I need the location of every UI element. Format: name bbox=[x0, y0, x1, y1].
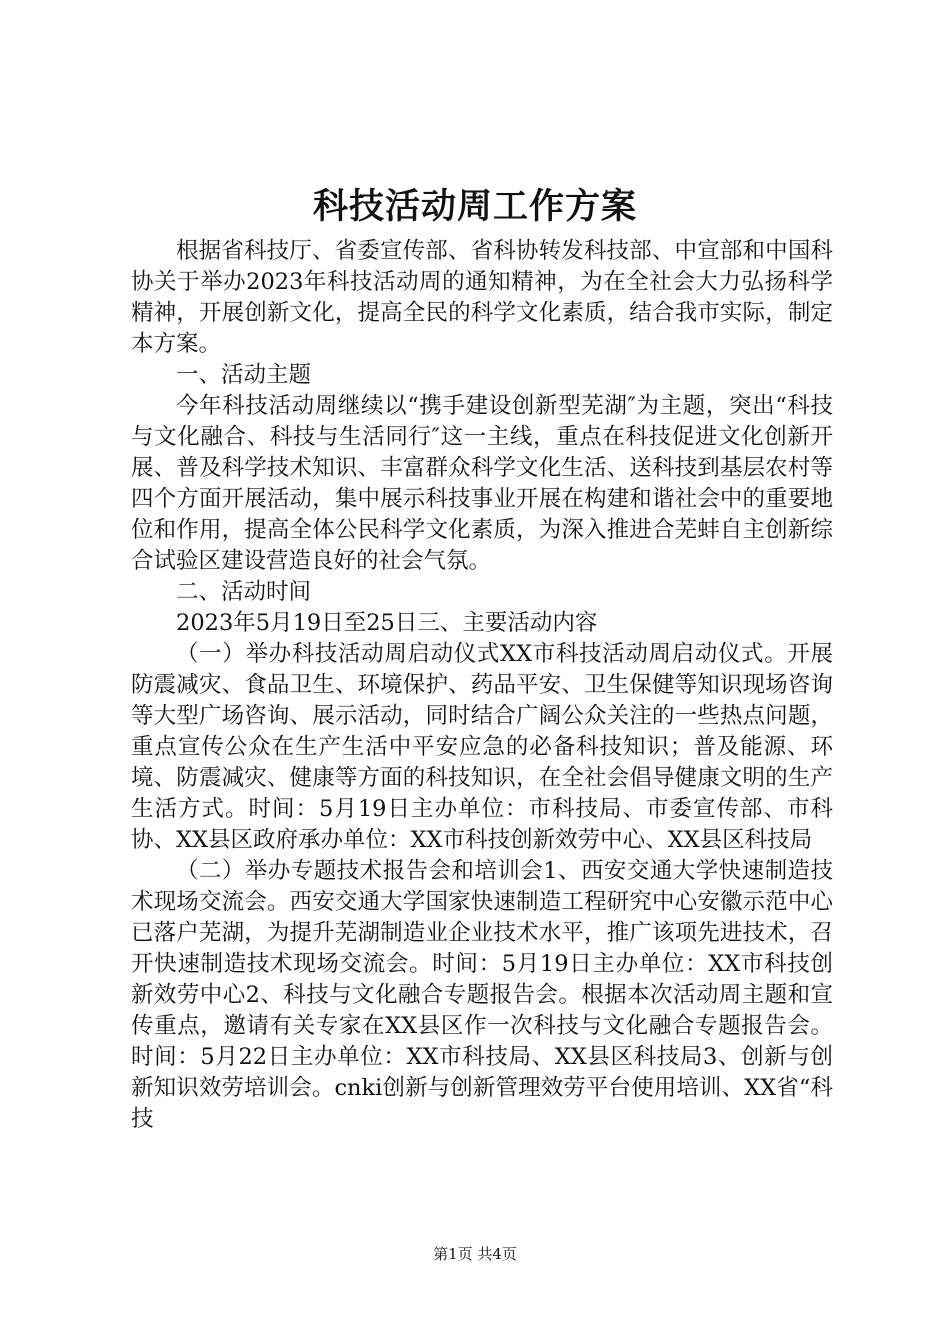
section-heading-time: 二、活动时间 bbox=[176, 579, 312, 605]
paragraph-launch-ceremony: （一）举办科技活动周启动仪式XX市科技活动周启动仪式。开展防震减灾、食品卫生、环境保护、药品平安、卫生保健等知识现场咨询等大型广场咨询、展示活动，同时结合广阔公众关注的一些热点问题，重点宣传公众在生产生活中平安应急的必备科技知识；普及能源、环境、防震减灾、健康等方面的科技知识，在全社会倡导健康文明的生产生活方式。时间：5月19日主办单位：市科技局、市委宣传部、市科协、XX县区政府承办单位：XX市科技创新效劳中心、XX县区科技局 bbox=[131, 641, 833, 853]
document-body bbox=[131, 236, 833, 1135]
section-heading-theme: 一、活动主题 bbox=[176, 362, 312, 388]
paragraph-time: 2023年5月19日至25日三、主要活动内容 bbox=[176, 610, 598, 636]
page-footer: 第1页 共4页 bbox=[433, 1245, 517, 1263]
document-title: 科技活动周工作方案 bbox=[312, 186, 637, 227]
paragraph-theme: 今年科技活动周继续以“携手建设创新型芜湖″为主题，突出“科技与文化融合、科技与生活同行″这一主线，重点在科技促进文化创新开展、普及科学技术知识、丰富群众科学文化生活、送科技到基层农村等四个方面开展活动，集中展示科技事业开展在构建和谐社会中的重要地位和作用，提高全体公民科学文化素质，为深入推进合芜蚌自主创新综合试验区建设营造良好的社会气氛。 bbox=[131, 393, 833, 574]
paragraph-intro: 根据省科技厅、省委宣传部、省科协转发科技部、中宣部和中国科协关于举办2023年科技活动周的通知精神，为在全社会大力弘扬科学精神，开展创新文化，提高全民的科学文化素质，结合我市实际，制定本方案。 bbox=[131, 238, 833, 357]
paragraph-reports-training: （二）举办专题技术报告会和培训会1、西安交通大学快速制造技术现场交流会。西安交通大学国家快速制造工程研究中心安徽示范中心已落户芜湖，为提升芜湖制造业企业技术水平，推广该项先进技术，召开快速制造技术现场交流会。时间：5月19日主办单位：XX市科技创新效劳中心2、科技与文化融合专题报告会。根据本次活动周主题和宣传重点，邀请有关专家在XX县区作一次科技与文化融合专题报告会。时间：5月22日主办单位：XX市科技局、XX县区科技局3、创新与创新知识效劳培训会。cnki创新与创新管理效劳平台使用培训、XX省“科技 bbox=[131, 858, 833, 1132]
